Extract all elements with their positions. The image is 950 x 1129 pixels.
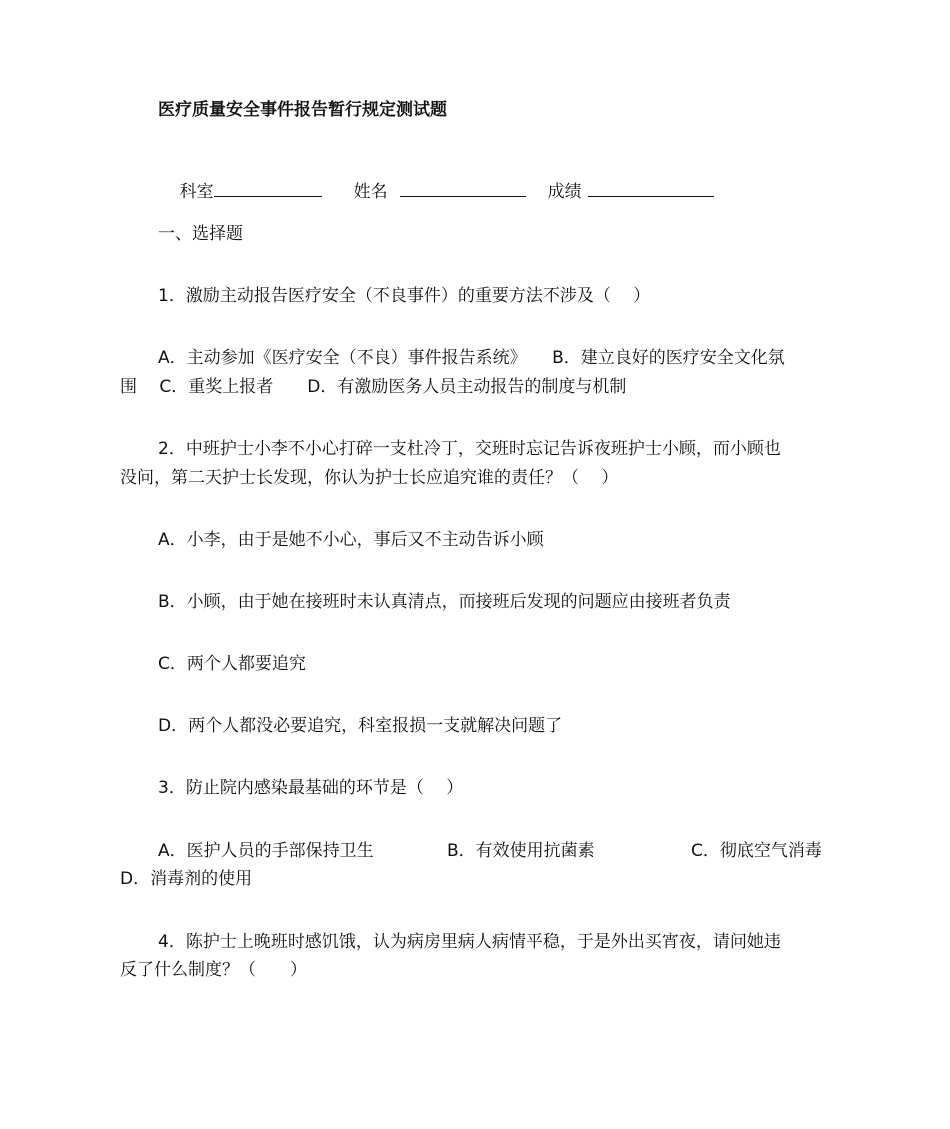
q1-stem: 1．激励主动报告医疗安全（不良事件）的重要方法不涉及（ ） [158,286,651,306]
name-label: 姓名 [353,182,388,202]
dept-blank[interactable] [214,182,322,197]
section-heading: 一、选择题 [158,224,243,244]
q2-option-d: D．两个人都没必要追究，科室报损一支就解决问题了 [158,716,563,736]
document-title: 医疗质量安全事件报告暂行规定测试题 [158,100,447,120]
name-blank[interactable] [400,182,526,197]
q3-option-a: A．医护人员的手部保持卫生 [158,841,374,861]
q1-options-line2: 围 C．重奖上报者 D．有激励医务人员主动报告的制度与机制 [120,377,627,397]
q3-stem: 3．防止院内感染最基础的环节是（ ） [158,778,464,798]
q2-option-a: A．小李，由于是她不小心，事后又不主动告诉小顾 [158,530,544,550]
header-fields [158,162,714,222]
q4-stem-line2: 反了什么制度？（ ） [120,960,307,980]
q2-stem-line2: 没问，第二天护士长发现，你认为护士长应追究谁的责任？（ ） [120,468,619,488]
q2-option-c: C．两个人都要追究 [158,654,306,674]
q1-options-line1: A．主动参加《医疗安全（不良）事件报告系统》 B．建立良好的医疗安全文化氛 [158,348,785,368]
q3-option-d: D．消毒剂的使用 [120,869,253,889]
q2-option-b: B．小顾，由于她在接班时未认真清点，而接班后发现的问题应由接班者负责 [158,592,731,612]
q3-option-b: B．有效使用抗菌素 [447,841,595,861]
score-label: 成绩 [547,182,582,202]
score-blank[interactable] [588,182,714,197]
q2-stem-line1: 2．中班护士小李不小心打碎一支杜冷丁，交班时忘记告诉夜班护士小顾，而小顾也 [158,439,781,459]
q3-option-c: C．彻底空气消毒 [691,841,822,861]
q4-stem-line1: 4．陈护士上晚班时感饥饿，认为病房里病人病情平稳，于是外出买宵夜，请问她违 [158,932,781,952]
dept-label: 科室 [179,182,214,202]
